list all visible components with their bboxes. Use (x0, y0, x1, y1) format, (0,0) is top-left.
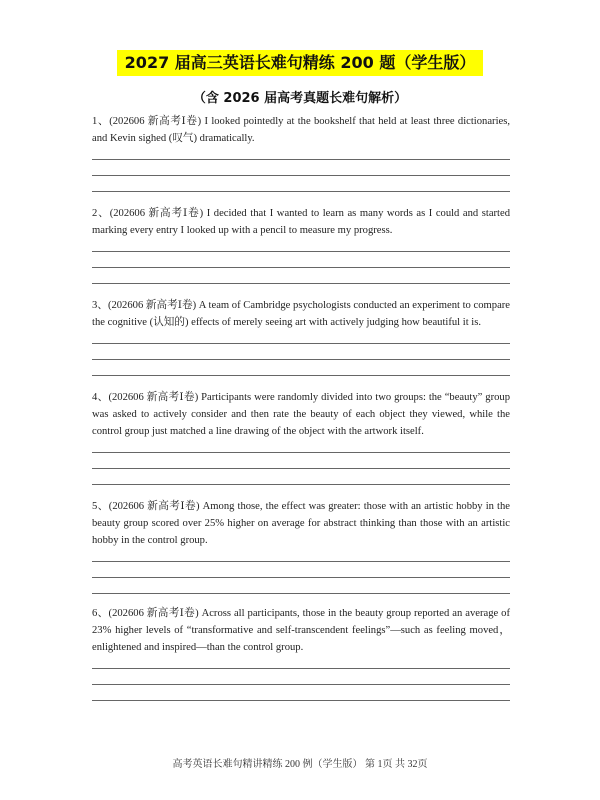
answer-line[interactable] (92, 359, 510, 360)
answer-line[interactable] (92, 452, 510, 453)
page-footer: 高考英语长难句精讲精练 200 例（学生版） 第 1页 共 32页 (172, 759, 428, 770)
question-text: 3、(202606 新高考Ⅰ卷) A team of Cambridge psychologists conducted an experiment to compare the cognitive (认知的) effects of merely seeing art with actively judging how beautiful it is. (92, 300, 510, 328)
answer-line[interactable] (92, 593, 510, 594)
answer-line[interactable] (92, 251, 510, 252)
page-title: 2027 届高三英语长难句精练 200 题（学生版） (117, 50, 484, 76)
page-subtitle: （含 2026 届高考真题长难句解析） (192, 91, 408, 106)
question-4 (92, 389, 510, 485)
answer-line[interactable] (92, 283, 510, 284)
answer-line[interactable] (92, 684, 510, 685)
question-text: 5、(202606 新高考Ⅰ卷) Among those, the effect was greater: those with an artistic hobby in the beauty group scored over 25% higher on average for abstract thinking than those with an artistic hobby in the control group. (92, 501, 510, 546)
question-5 (92, 498, 510, 594)
answer-line[interactable] (92, 668, 510, 669)
question-text: 1、(202606 新高考Ⅰ卷) I looked pointedly at the bookshelf that held at least three dictionaries, and Kevin sighed (叹气) dramatically. (92, 116, 510, 144)
answer-line[interactable] (92, 577, 510, 578)
question-2 (92, 205, 510, 284)
answer-line[interactable] (92, 267, 510, 268)
answer-line[interactable] (92, 468, 510, 469)
question-6 (92, 605, 510, 701)
question-3 (92, 297, 510, 376)
answer-line[interactable] (92, 175, 510, 176)
answer-line[interactable] (92, 191, 510, 192)
question-1 (92, 113, 510, 192)
question-text: 4、(202606 新高考Ⅰ卷) Participants were randomly divided into two groups: the “beauty” group was asked to actively consider and then rate the beauty of each object they viewed, while the control group just matched a line drawing of the object with the artwork itself. (92, 392, 510, 437)
answer-line[interactable] (92, 561, 510, 562)
answer-line[interactable] (92, 484, 510, 485)
title-block (0, 50, 600, 76)
answer-line[interactable] (92, 343, 510, 344)
question-text: 2、(202606 新高考Ⅰ卷) I decided that I wanted to learn as many words as I could and started marking every entry I looked up with a pencil to measure my progress. (92, 208, 510, 236)
answer-line[interactable] (92, 159, 510, 160)
answer-line[interactable] (92, 375, 510, 376)
question-text: 6、(202606 新高考Ⅰ卷) Across all participants, those in the beauty group reported an average of 23% higher levels of “transformative and self-transcendent feelings”—such as feeling moved，enlightened and inspired—than the control group. (92, 608, 510, 653)
answer-line[interactable] (92, 700, 510, 701)
